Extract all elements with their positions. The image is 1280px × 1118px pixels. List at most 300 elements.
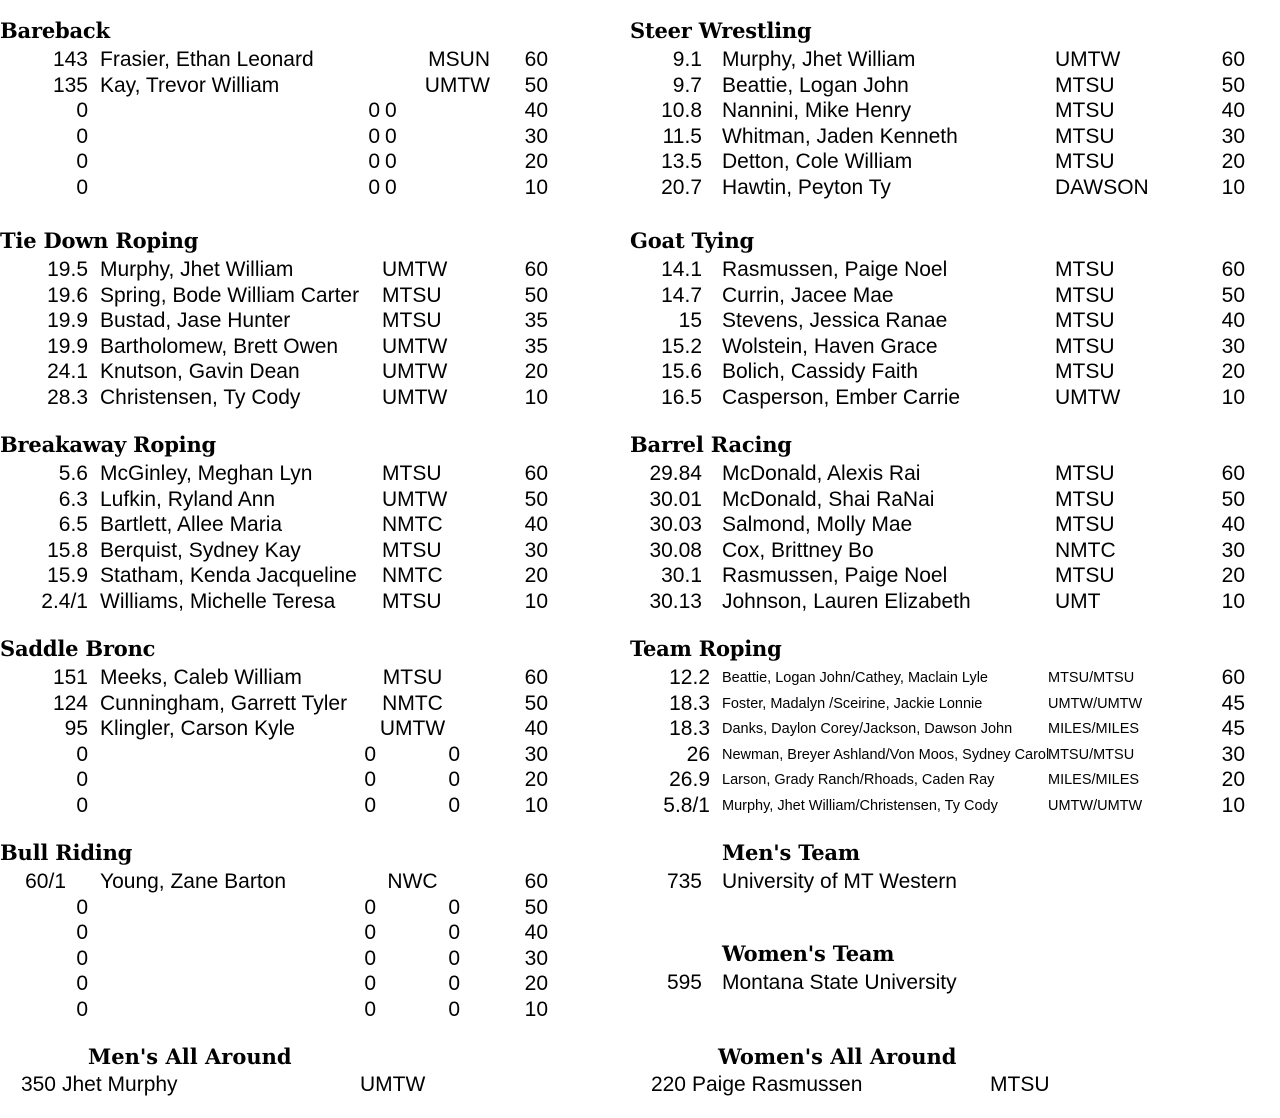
section-title: Bareback xyxy=(0,18,110,43)
result-school: NMTC xyxy=(382,564,443,587)
result-score: 18.3 xyxy=(669,691,710,715)
result-score: 15.2 xyxy=(661,334,702,358)
result-row xyxy=(0,309,620,335)
result-zero-a: 0 xyxy=(364,793,376,817)
result-school: UMTW xyxy=(382,385,448,409)
result-row xyxy=(0,972,620,998)
result-points: 20 xyxy=(524,360,548,383)
result-score: 60/1 xyxy=(25,870,66,893)
result-row xyxy=(630,513,1280,539)
section-womens-team xyxy=(630,941,1280,997)
result-school: MTSU xyxy=(1055,73,1115,97)
section-bareback xyxy=(0,18,620,201)
result-score: 19.6 xyxy=(47,283,88,307)
result-zero-a: 0 xyxy=(364,895,376,919)
result-row xyxy=(0,921,620,947)
result-name: Berquist, Sydney Kay xyxy=(100,538,301,562)
result-points: 10 xyxy=(524,793,548,817)
result-row xyxy=(0,947,620,973)
result-name: Meeks, Caleb William xyxy=(100,666,302,689)
result-zero-b: 0 xyxy=(448,921,460,944)
result-score: 0 xyxy=(76,175,88,199)
result-zero-b: 0 xyxy=(448,768,460,791)
result-score: 30.08 xyxy=(649,538,702,562)
section-barrel-racing xyxy=(630,432,1280,615)
result-score: 5.6 xyxy=(58,462,88,485)
result-school: DAWSON xyxy=(1055,175,1149,199)
result-points: 10 xyxy=(524,997,548,1021)
result-school: NMTC xyxy=(382,691,443,715)
result-row xyxy=(0,360,620,386)
result-row xyxy=(0,258,620,284)
result-score: 13.5 xyxy=(661,150,702,173)
section-mens-team xyxy=(630,840,1280,896)
result-score: 124 xyxy=(52,691,88,715)
result-row xyxy=(630,48,1280,74)
result-name: Spring, Bode William Carter xyxy=(100,283,360,307)
result-school: UMT xyxy=(1055,589,1101,613)
result-row xyxy=(630,386,1280,412)
result-score: 26.9 xyxy=(669,768,710,791)
result-score: 11.5 xyxy=(662,124,702,148)
result-name: McDonald, Alexis Rai xyxy=(722,462,921,485)
section-mens-all-around xyxy=(0,1044,620,1099)
result-row xyxy=(630,176,1280,202)
result-row xyxy=(630,692,1280,718)
result-row xyxy=(0,99,620,125)
result-name: Beattie, Logan John/Cathey, Maclain Lyle xyxy=(722,670,988,686)
result-score: 19.5 xyxy=(47,258,88,281)
result-score: 0 xyxy=(76,997,88,1021)
section-title: Barrel Racing xyxy=(630,432,792,457)
result-school: MTSU xyxy=(382,538,442,562)
result-row xyxy=(0,386,620,412)
result-score: 135 xyxy=(52,73,88,97)
result-score: 0 xyxy=(76,99,88,122)
result-score: 0 xyxy=(76,793,88,817)
result-name: Statham, Kenda Jacqueline xyxy=(100,564,357,587)
result-school: UMTW xyxy=(382,360,448,383)
result-row xyxy=(0,794,620,820)
result-points: 50 xyxy=(1221,283,1245,307)
result-name: Beattie, Logan John xyxy=(722,73,909,97)
result-points: 20 xyxy=(524,564,548,587)
result-points: 10 xyxy=(1221,385,1245,409)
result-name: Lufkin, Ryland Ann xyxy=(100,487,276,511)
result-school: MSUN xyxy=(428,48,490,71)
result-score: 29.84 xyxy=(649,462,702,485)
result-score: 0 xyxy=(76,972,88,995)
result-name: Rasmussen, Paige Noel xyxy=(722,258,948,281)
result-score: 20.7 xyxy=(661,175,702,199)
result-score: 2.4/1 xyxy=(41,589,88,613)
result-points: 50 xyxy=(524,691,548,715)
section-title: Goat Tying xyxy=(630,228,755,253)
result-points: 20 xyxy=(1221,360,1245,383)
result-score: 0 xyxy=(76,150,88,173)
result-points: 40 xyxy=(524,921,548,944)
result-name: Bartholomew, Brett Owen xyxy=(100,334,339,358)
result-school: UMTW/UMTW xyxy=(1048,797,1143,814)
result-points: 20 xyxy=(524,150,548,173)
result-score: 15.8 xyxy=(47,538,88,562)
result-score: 143 xyxy=(52,48,88,71)
result-score: 15.9 xyxy=(47,564,88,587)
team-standing-row xyxy=(630,870,1280,896)
result-school: MTSU xyxy=(1055,258,1115,281)
result-row xyxy=(0,48,620,74)
result-score: 6.5 xyxy=(58,513,88,536)
result-points: 10 xyxy=(1221,793,1245,817)
result-row xyxy=(0,590,620,616)
result-name: Hawtin, Peyton Ty xyxy=(722,175,891,199)
result-school: MTSU xyxy=(1055,462,1115,485)
result-school: UMTW/UMTW xyxy=(1048,695,1143,712)
result-score: 0 xyxy=(76,895,88,919)
result-points: 30 xyxy=(1221,538,1245,562)
result-score: 12.2 xyxy=(669,666,710,689)
result-zero-b: 0 xyxy=(448,997,460,1021)
result-points: 50 xyxy=(524,895,548,919)
result-points: 30 xyxy=(1221,334,1245,358)
section-title: Team Roping xyxy=(630,636,782,661)
result-zero-b: 0 xyxy=(385,175,397,199)
result-zero-a: 0 xyxy=(368,150,380,173)
result-row xyxy=(0,896,620,922)
result-row xyxy=(630,794,1280,820)
result-zero-b: 0 xyxy=(448,895,460,919)
result-score: 0 xyxy=(76,124,88,148)
result-row xyxy=(630,666,1280,692)
result-school: MTSU xyxy=(1055,150,1115,173)
result-points: 60 xyxy=(524,258,548,281)
result-score: 10.8 xyxy=(661,99,702,122)
result-points: 40 xyxy=(524,99,548,122)
result-points: 50 xyxy=(524,487,548,511)
result-name: Kay, Trevor William xyxy=(100,73,280,97)
result-name: Klingler, Carson Kyle xyxy=(100,717,295,740)
result-points: 30 xyxy=(524,946,548,970)
result-row xyxy=(0,150,620,176)
result-row xyxy=(630,99,1280,125)
result-name: Murphy, Jhet William xyxy=(722,48,916,71)
result-school: UMTW xyxy=(382,258,448,281)
result-points: 10 xyxy=(524,589,548,613)
result-points: 10 xyxy=(1221,175,1245,199)
result-points: 50 xyxy=(524,73,548,97)
team-name: Montana State University xyxy=(722,971,957,994)
result-points: 30 xyxy=(1221,124,1245,148)
result-score: 19.9 xyxy=(47,309,88,332)
result-score: 0 xyxy=(76,946,88,970)
result-school: MTSU xyxy=(1055,283,1115,307)
result-school: UMTW xyxy=(360,1073,426,1096)
result-row xyxy=(630,258,1280,284)
result-zero-a: 0 xyxy=(368,175,380,199)
result-points: 40 xyxy=(524,513,548,536)
result-points: 50 xyxy=(524,283,548,307)
result-score: 0 xyxy=(76,742,88,766)
result-points: 10 xyxy=(1221,589,1245,613)
result-points: 30 xyxy=(524,124,548,148)
result-school: MTSU xyxy=(1055,309,1115,332)
result-name: Young, Zane Barton xyxy=(100,870,287,893)
result-name: Bolich, Cassidy Faith xyxy=(722,360,919,383)
result-name: Paige Rasmussen xyxy=(692,1073,863,1096)
result-score: 220 xyxy=(650,1073,686,1096)
section-steer-wrestling xyxy=(630,18,1280,201)
result-school: MTSU xyxy=(382,589,442,613)
result-score: 9.7 xyxy=(672,73,702,97)
result-row xyxy=(630,462,1280,488)
result-school: UMTW xyxy=(1055,385,1121,409)
section-goat-tying xyxy=(630,228,1280,411)
result-zero-a: 0 xyxy=(364,921,376,944)
result-points: 30 xyxy=(1221,742,1245,766)
team-name: University of MT Western xyxy=(722,870,957,893)
result-row xyxy=(630,768,1280,794)
result-zero-a: 0 xyxy=(368,99,380,122)
result-row xyxy=(0,488,620,514)
result-school: MILES/MILES xyxy=(1048,772,1140,788)
section-bull-riding xyxy=(0,840,620,1023)
result-row xyxy=(0,692,620,718)
result-row xyxy=(0,176,620,202)
result-name: Murphy, Jhet William/Christensen, Ty Cody xyxy=(722,797,998,814)
result-points: 60 xyxy=(524,870,548,893)
result-points: 35 xyxy=(524,309,548,332)
result-score: 19.9 xyxy=(47,334,88,358)
result-score: 6.3 xyxy=(58,487,88,511)
result-zero-b: 0 xyxy=(448,742,460,766)
result-points: 60 xyxy=(1221,666,1245,689)
result-school: MTSU xyxy=(1055,99,1115,122)
result-school: MTSU/MTSU xyxy=(1048,670,1135,686)
result-row xyxy=(0,125,620,151)
section-title: Breakaway Roping xyxy=(0,432,217,457)
result-name: Casperson, Ember Carrie xyxy=(722,385,961,409)
result-points: 60 xyxy=(1221,258,1245,281)
result-zero-b: 0 xyxy=(448,946,460,970)
result-name: Stevens, Jessica Ranae xyxy=(722,309,948,332)
result-points: 40 xyxy=(1221,513,1245,536)
result-name: McGinley, Meghan Lyn xyxy=(100,462,313,485)
result-name: Wolstein, Haven Grace xyxy=(722,334,938,358)
result-school: UMTW xyxy=(382,334,448,358)
result-score: 14.7 xyxy=(661,283,702,307)
result-score: 28.3 xyxy=(47,385,88,409)
result-points: 20 xyxy=(1221,150,1245,173)
result-name: Salmond, Molly Mae xyxy=(722,513,913,536)
result-row xyxy=(630,335,1280,361)
result-score: 30.03 xyxy=(649,513,702,536)
result-points: 30 xyxy=(524,538,548,562)
result-row xyxy=(630,125,1280,151)
result-school: MTSU xyxy=(1055,124,1115,148)
result-zero-b: 0 xyxy=(448,972,460,995)
result-name: Rasmussen, Paige Noel xyxy=(722,564,948,587)
result-points: 35 xyxy=(524,334,548,358)
result-score: 30.01 xyxy=(649,487,702,511)
result-school: UMTW xyxy=(382,487,448,511)
result-zero-a: 0 xyxy=(364,742,376,766)
result-school: MILES/MILES xyxy=(1048,721,1140,737)
result-points: 20 xyxy=(524,768,548,791)
result-points: 60 xyxy=(524,666,548,689)
section-tie-down-roping xyxy=(0,228,620,411)
section-title: Men's Team xyxy=(722,840,860,865)
result-row xyxy=(630,717,1280,743)
result-score: 30.13 xyxy=(649,589,702,613)
result-school: NWC xyxy=(387,870,438,893)
result-score: 14.1 xyxy=(661,258,702,281)
result-row xyxy=(0,870,620,896)
result-school: MTSU xyxy=(1055,360,1115,383)
result-name: Knutson, Gavin Dean xyxy=(100,360,300,383)
result-row xyxy=(630,74,1280,100)
section-saddle-bronc xyxy=(0,636,620,819)
result-row xyxy=(630,309,1280,335)
result-school: MTSU xyxy=(382,666,443,689)
result-zero-a: 0 xyxy=(368,124,380,148)
team-score: 595 xyxy=(666,971,702,994)
result-row xyxy=(630,539,1280,565)
result-row xyxy=(630,360,1280,386)
result-name: Whitman, Jaden Kenneth xyxy=(722,124,958,148)
result-points: 50 xyxy=(1221,487,1245,511)
result-row xyxy=(0,717,620,743)
result-row xyxy=(630,150,1280,176)
result-zero-a: 0 xyxy=(364,972,376,995)
result-points: 60 xyxy=(1221,462,1245,485)
section-title: Men's All Around xyxy=(88,1044,292,1069)
result-name: Larson, Grady Ranch/Rhoads, Caden Ray xyxy=(722,772,995,788)
result-score: 5.8/1 xyxy=(663,793,710,817)
section-title: Women's Team xyxy=(722,941,895,966)
result-row xyxy=(0,74,620,100)
section-title: Bull Riding xyxy=(0,840,133,865)
result-school: MTSU xyxy=(1055,564,1115,587)
result-name: Cunningham, Garrett Tyler xyxy=(100,691,348,715)
result-score: 30.1 xyxy=(661,564,702,587)
result-school: NMTC xyxy=(382,513,443,536)
result-zero-b: 0 xyxy=(385,124,397,148)
result-name: Currin, Jacee Mae xyxy=(722,283,894,307)
result-row xyxy=(0,335,620,361)
team-score: 735 xyxy=(666,870,702,893)
result-school: MTSU xyxy=(1055,513,1115,536)
result-name: Johnson, Lauren Elizabeth xyxy=(722,589,971,613)
result-school: MTSU xyxy=(1055,334,1115,358)
section-title: Steer Wrestling xyxy=(630,18,812,43)
result-row xyxy=(0,513,620,539)
result-score: 15 xyxy=(678,309,702,332)
result-points: 60 xyxy=(524,48,548,71)
result-name: Murphy, Jhet William xyxy=(100,258,294,281)
result-row xyxy=(630,743,1280,769)
result-name: Foster, Madalyn /Sceirine, Jackie Lonnie xyxy=(722,695,983,712)
team-standing-row xyxy=(630,971,1280,997)
result-score: 9.1 xyxy=(672,48,702,71)
result-points: 60 xyxy=(1221,48,1245,71)
result-name: Bustad, Jase Hunter xyxy=(100,309,291,332)
result-zero-a: 0 xyxy=(364,768,376,791)
result-points: 10 xyxy=(524,385,548,409)
section-title: Saddle Bronc xyxy=(0,636,156,661)
result-school: MTSU/MTSU xyxy=(1048,746,1135,763)
result-row xyxy=(0,1073,620,1099)
result-row xyxy=(630,564,1280,590)
result-points: 20 xyxy=(1221,564,1245,587)
section-title: Tie Down Roping xyxy=(0,228,199,253)
result-row xyxy=(0,743,620,769)
result-points: 40 xyxy=(524,717,548,740)
result-zero-b: 0 xyxy=(385,150,397,173)
result-points: 45 xyxy=(1221,691,1245,715)
section-team-roping xyxy=(630,636,1280,819)
result-row xyxy=(0,666,620,692)
result-row xyxy=(0,768,620,794)
result-score: 16.5 xyxy=(661,385,702,409)
result-name: Christensen, Ty Cody xyxy=(100,385,301,409)
result-points: 10 xyxy=(524,175,548,199)
result-row xyxy=(0,998,620,1024)
section-womens-all-around xyxy=(630,1044,1280,1099)
result-points: 40 xyxy=(1221,309,1245,332)
result-score: 0 xyxy=(76,921,88,944)
result-school: MTSU xyxy=(990,1073,1050,1096)
result-school: MTSU xyxy=(1055,487,1115,511)
result-school: MTSU xyxy=(382,462,442,485)
result-score: 24.1 xyxy=(47,360,88,383)
result-school: UMTW xyxy=(424,73,490,97)
result-zero-a: 0 xyxy=(364,997,376,1021)
result-school: MTSU xyxy=(382,309,442,332)
result-name: Newman, Breyer Ashland/Von Moos, Sydney Carol xyxy=(722,746,1050,763)
result-score: 151 xyxy=(52,666,88,689)
result-name: Cox, Brittney Bo xyxy=(722,538,874,562)
result-name: Jhet Murphy xyxy=(62,1073,178,1096)
result-row xyxy=(630,590,1280,616)
section-breakaway-roping xyxy=(0,432,620,615)
result-school: MTSU xyxy=(382,283,442,307)
result-points: 40 xyxy=(1221,99,1245,122)
result-name: Bartlett, Allee Maria xyxy=(100,513,283,536)
result-school: UMTW xyxy=(1055,48,1121,71)
result-score: 18.3 xyxy=(669,717,710,740)
result-name: Williams, Michelle Teresa xyxy=(100,589,336,613)
result-points: 50 xyxy=(1221,73,1245,97)
result-name: Detton, Cole William xyxy=(722,150,913,173)
result-row xyxy=(0,564,620,590)
result-score: 26 xyxy=(686,742,710,766)
result-score: 350 xyxy=(20,1073,56,1096)
result-name: Nannini, Mike Henry xyxy=(722,99,912,122)
result-score: 0 xyxy=(76,768,88,791)
result-zero-a: 0 xyxy=(364,946,376,970)
result-zero-b: 0 xyxy=(448,793,460,817)
result-score: 15.6 xyxy=(661,360,702,383)
result-zero-b: 0 xyxy=(385,99,397,122)
result-name: Danks, Daylon Corey/Jackson, Dawson John xyxy=(722,721,1013,737)
result-points: 60 xyxy=(524,462,548,485)
result-row xyxy=(0,462,620,488)
result-score: 95 xyxy=(64,717,88,740)
result-points: 45 xyxy=(1221,717,1245,740)
result-points: 20 xyxy=(524,972,548,995)
result-row xyxy=(0,284,620,310)
result-school: UMTW xyxy=(379,717,446,740)
